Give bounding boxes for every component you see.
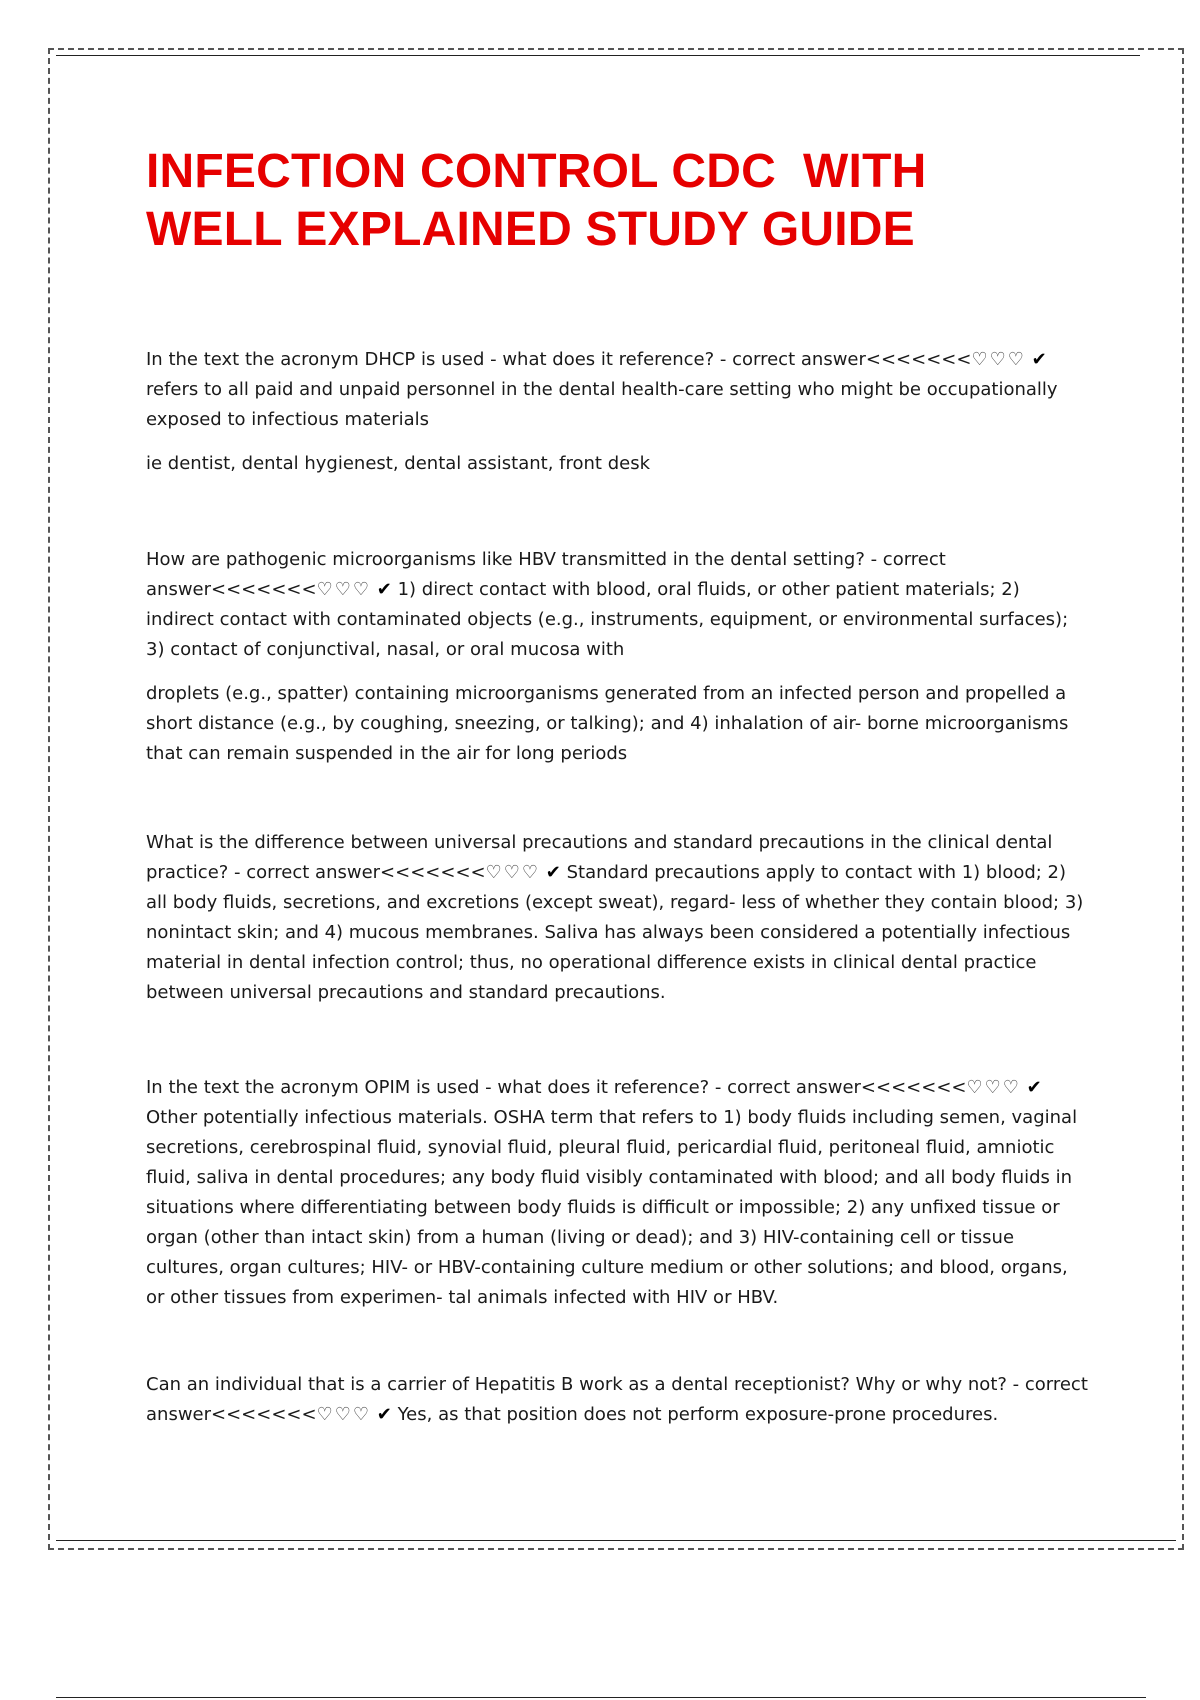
title-line-2: WELL EXPLAINED STUDY GUIDE [146,203,915,256]
qa-entry-4 [146,1073,1091,1313]
qa-entry-1 [146,345,1091,479]
question-text: How are pathogenic microorganisms like HBV transmitted in the dental setting? - correct [146,549,946,570]
page-footer-rule [56,1697,1146,1698]
answer-prefix: answer<<<<<<< [315,862,486,883]
qa-extra: droplets (e.g., spatter) containing microorganisms generated from an infected person and propelled a short distance (e.g., by coughing, sneezing, or talking); and 4) inhalation of air- borne microorganisms that can remain suspended in the air for long periods [146,683,1069,764]
question-text: Can an individual that is a carrier of Hepatitis B work as a dental receptionist? Why or why not? - correct [146,1374,1088,1395]
question-text: In the text the acronym OPIM is used - what does it reference? - correct [146,1077,791,1098]
question-text: What is the difference between universal precautions and standard precautions in the clinical dental practice? - correct [146,832,1053,883]
answer-text: Standard precautions apply to contact with 1) blood; 2) all body fluids, secretions, and excretions (except sweat), regard- less of whether they contain blood; 3) nonintact skin; and 4) mucous membranes. Saliva has always been considered a potentially infectious material in dental infection control; thus, no operational difference exists in clinical dental practice between universal precautions and standard precautions. [146,862,1084,1003]
qa-entry-3 [146,828,1091,1008]
answer-text: refers to all paid and unpaid personnel in the dental health-care setting who might be occupationally exposed to infectious materials [146,379,1058,430]
qa-entry-5 [146,1370,1091,1430]
answer-text: 1) direct contact with blood, oral fluids, or other patient materials; 2) indirect contact with contaminated objects (e.g., instruments, equipment, or environmental surfaces); 3) contact of conjunctival, nasal, or oral mucosa with [146,579,1069,660]
document-title [146,143,1096,259]
answer-text: Other potentially infectious materials. OSHA term that refers to 1) body fluids including semen, vaginal secretions, cerebrospinal fluid, synovial fluid, pleural fluid, pericardial fluid, peritoneal fluid, amniotic fluid, saliva in dental procedures; any body fluid visibly contaminated with blood; and all body fluids in situations where differentiating between body fluids is difficult or impossible; 2) any unfixed tissue or organ (other than intact skin) from a human (living or dead); and 3) HIV-containing cell or tissue cultures, organ cultures; HIV- or HBV-containing culture medium or other solutions; and blood, organs, or other tissues from experimen- tal animals infected with HIV or HBV. [146,1107,1078,1308]
answer-prefix: answer<<<<<<< [800,349,972,370]
border-rule-top [56,55,1140,56]
border-rule-bottom [56,1540,1176,1541]
title-line-1: INFECTION CONTROL CDC WITH [146,145,927,198]
answer-prefix: answer<<<<<<< [146,1404,317,1425]
qa-extra: ie dentist, dental hygienest, dental assistant, front desk [146,453,651,474]
qa-paragraph [146,1073,1091,1313]
answer-prefix: answer<<<<<<< [795,1077,967,1098]
heart-icon: ♡♡♡ [971,349,1026,370]
page-border [48,48,1184,1550]
check-icon: ✔ [545,862,561,883]
heart-icon: ♡♡♡ [485,862,541,883]
qa-paragraph [146,545,1091,665]
check-icon: ✔ [376,579,392,600]
qa-paragraph [146,345,1091,435]
qa-entry-2 [146,545,1091,769]
check-icon: ✔ [376,1404,392,1425]
answer-text: Yes, as that position does not perform exposure-prone procedures. [397,1404,999,1425]
qa-paragraph [146,1370,1091,1430]
qa-paragraph [146,828,1091,1008]
check-icon: ✔ [1031,349,1047,370]
check-icon: ✔ [1026,1077,1042,1098]
answer-prefix: answer<<<<<<< [146,579,317,600]
heart-icon: ♡♡♡ [966,1077,1021,1098]
heart-icon: ♡♡♡ [316,579,372,600]
question-text: In the text the acronym DHCP is used - what does it reference? - correct [146,349,796,370]
heart-icon: ♡♡♡ [316,1404,372,1425]
